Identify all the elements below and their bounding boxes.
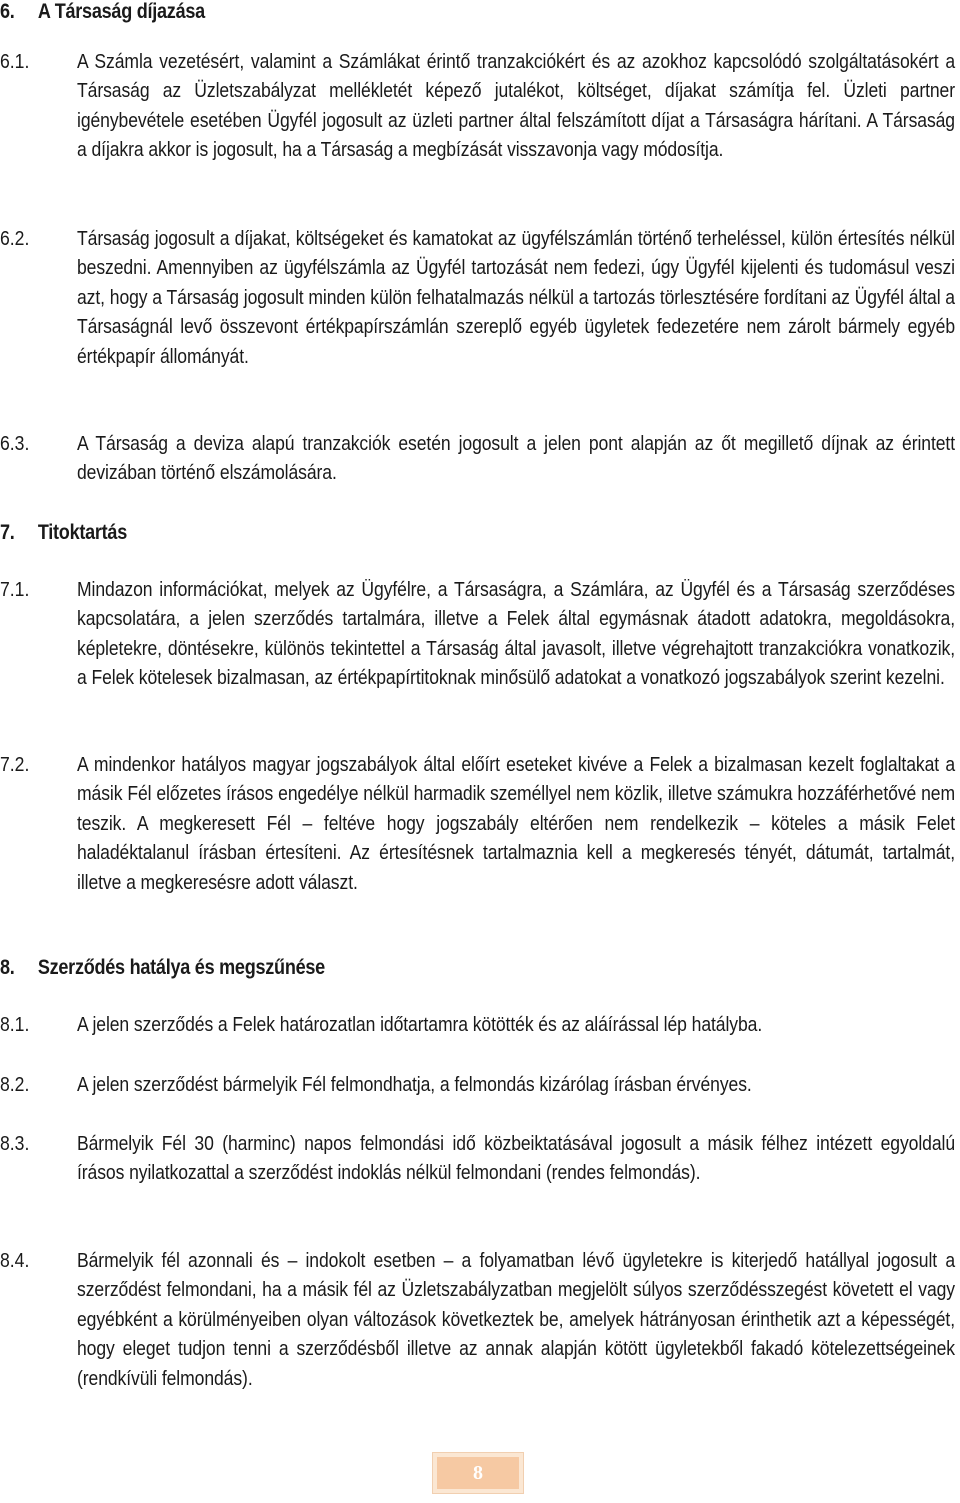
paragraph-text: A Társaság a deviza alapú tranzakciók esetén jogosult a jelen pont alapján az őt megillető díjnak az érintett devizában történő elszámolására.: [77, 433, 955, 485]
section-title: Titoktartás: [37, 521, 128, 544]
paragraph-text: A mindenkor hatályos magyar jogszabályok által előírt eseteket kivéve a Felek a bizalmasan kezelt foglaltakat a másik Fél előzetes írásos engedélye nélkül harmadik személlyel nem közlik, illetve számukra hozzáférhetővé nem teszik. A megkeresett Fél – feltéve hogy jogszabály eltérően nem rendelkezik – köteles a másik Felet haladéktalanul írásban értesíteni. Az értesítésnek tartalmaznia kell a megkeresés tényét, dátumát, tartalmát, illetve a megkeresésre adott választ.: [77, 754, 955, 894]
paragraph-text: A Számla vezetésért, valamint a Számlákat érintő tranzakciókért és az azokhoz kapcsolódó szolgáltatásokért a Társaság az Üzletszabályzat mellékletét képező jutalékot, költséget, díjakat számítja fel. Üzleti partner igénybevétele esetében Ügyfél jogosult az üzleti partner által felszámított díjat a Társaságra hárítani. A Társaság a díjakra akkor is jogosult, ha a Társaság a megbízását visszavonja vagy módosítja.: [77, 51, 955, 162]
paragraph-number: 8.4.: [0, 1250, 30, 1272]
section-number: 8.: [0, 956, 15, 979]
paragraph-number: 7.1.: [0, 579, 30, 601]
section-number: 6.: [0, 0, 15, 23]
page-number-badge: [432, 1452, 524, 1494]
section-heading-7: [0, 521, 127, 545]
paragraph-text: Társaság jogosult a díjakat, költségeket és kamatokat az ügyfélszámlán történő terheléssel, külön értesítés nélkül beszedni. Amennyiben az ügyfélszámla az Ügyfél tartozását nem fedezi, úgy Ügyfél kijelenti és tudomásul veszi azt, hogy a Társaság jogosult minden külön felhatalmazás nélkül a tartozás törlesztésére fordítani az Ügyfél által a Társaságnál levő összevont értékpapírszámlán szereplő egyéb ügyletek fedezetére nem zárolt bármely egyéb értékpapír állományát.: [77, 228, 955, 368]
paragraph-number: 8.2.: [0, 1074, 30, 1096]
paragraph-number: 8.3.: [0, 1133, 30, 1155]
paragraph-text: Bármelyik Fél 30 (harminc) napos felmondási idő közbeiktatásával jogosult a másik félhez intézett egyoldalú írásos nyilatkozattal a szerződést indoklás nélkül felmondani (rendes felmondás).: [77, 1133, 955, 1185]
paragraph-number: 6.1.: [0, 51, 30, 73]
section-title: Szerződés hatálya és megszűnése: [37, 956, 325, 979]
section-heading-8: [0, 956, 325, 980]
paragraph-text: A jelen szerződést bármelyik Fél felmondhatja, a felmondás kizárólag írásban érvényes.: [77, 1074, 752, 1096]
page-number: 8: [437, 1457, 519, 1489]
paragraph-text: A jelen szerződés a Felek határozatlan időtartamra kötötték és az aláírással lép hatályba.: [77, 1014, 763, 1036]
paragraph-number: 7.2.: [0, 754, 30, 776]
section-heading-6: [0, 0, 205, 24]
section-title: A Társaság díjazása: [37, 0, 205, 23]
paragraph-text: Mindazon információkat, melyek az Ügyfélre, a Társaságra, a Számlára, az Ügyfél és a Társaság szerződéses kapcsolatára, a jelen szerződés tartalmára, illetve a Felek által egymásnak átadott adatokra, megoldásokra, képletekre, döntésekre, különös tekintettel a Társaság által javasolt, illetve végrehajtott tranzakciókra vonatkozik, a Felek kötelesek bizalmasan, az értékpapírtitoknak minősülő adatokat a vonatkozó jogszabályok szerint kezelni.: [77, 579, 955, 690]
paragraph-number: 8.1.: [0, 1014, 30, 1036]
paragraph-number: 6.3.: [0, 433, 30, 455]
paragraph-text: Bármelyik fél azonnali és – indokolt esetben – a folyamatban lévő ügyletekre is kiterjedő hatállyal jogosult a szerződést felmondani, ha a másik fél az Üzletszabályzatban megjelölt súlyos szerződésszegést követett el vagy egyébként a körülményeiben olyan változások következtek be, amelyek hátrányosan érinthetik azt a képességét, hogy eleget tudjon tenni a szerződésből illetve az annak alapján kötött ügyletekből fakadó kötelezettségeinek (rendkívüli felmondás).: [77, 1250, 955, 1390]
paragraph-number: 6.2.: [0, 228, 30, 250]
section-number: 7.: [0, 521, 15, 544]
